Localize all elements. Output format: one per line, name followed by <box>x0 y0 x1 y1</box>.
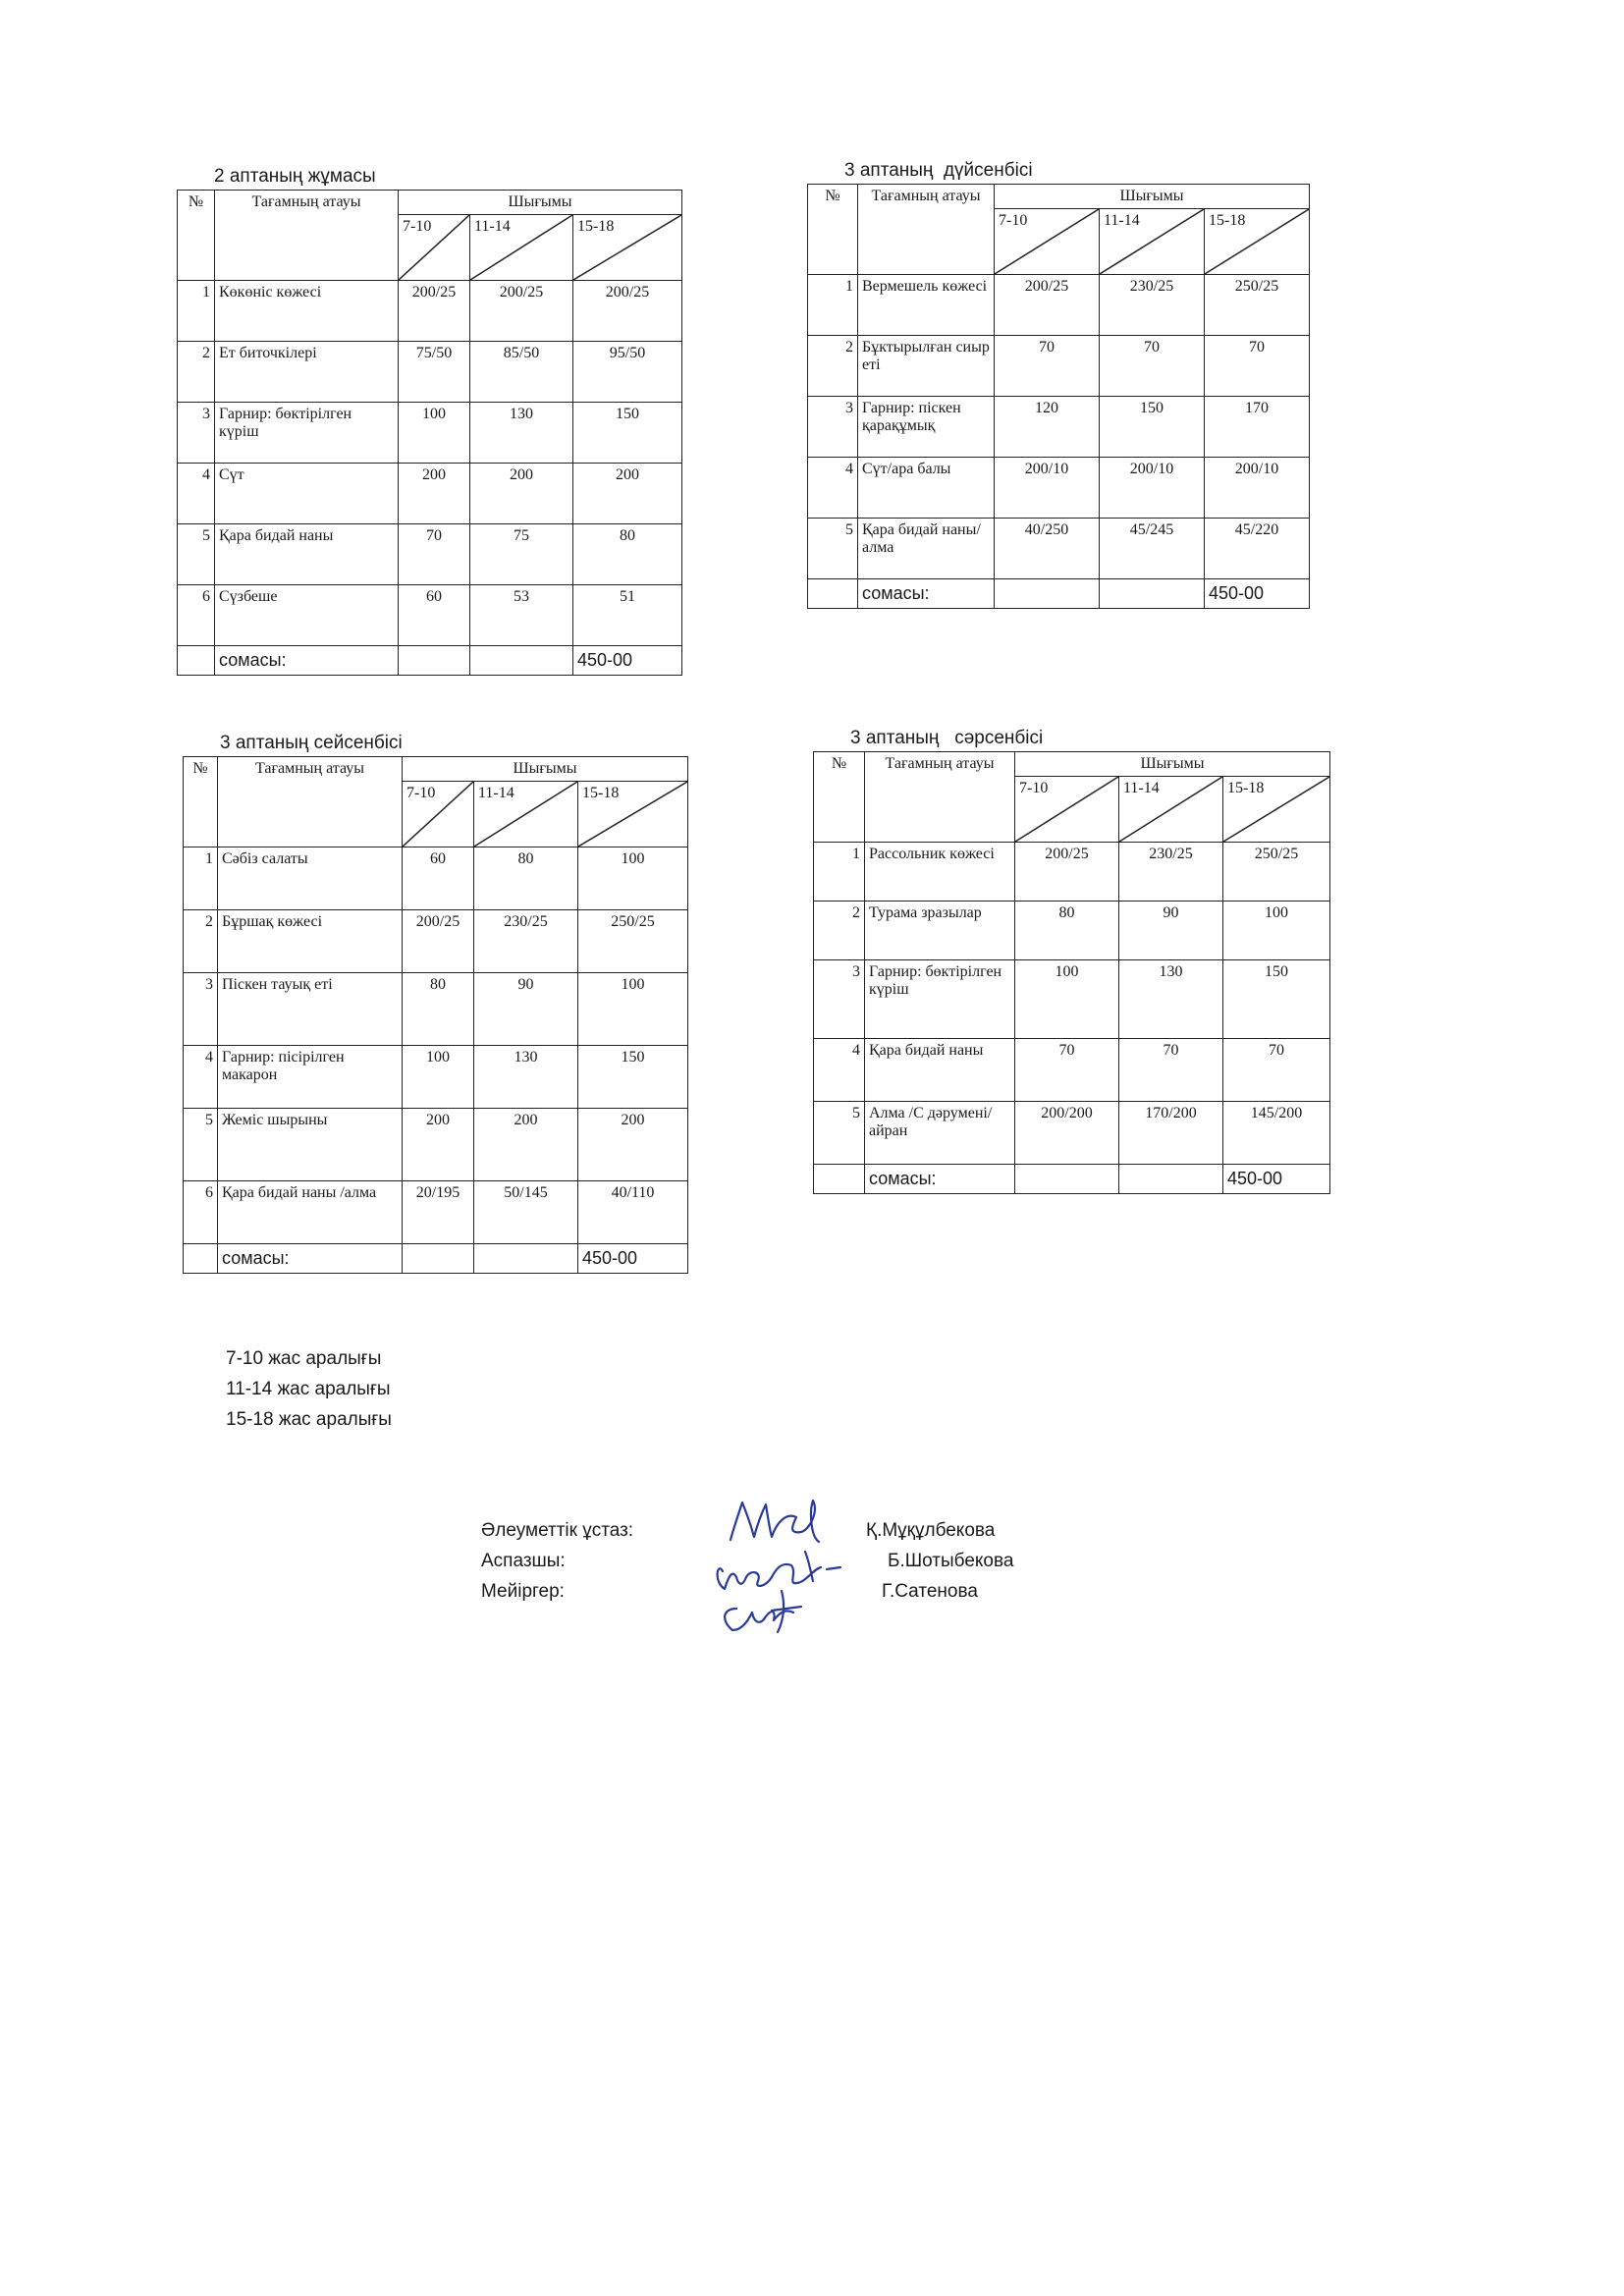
column-header-yield: Шығымы <box>1015 752 1330 777</box>
column-header-age <box>995 209 1100 275</box>
yield-value: 150 <box>1223 960 1330 1039</box>
yield-value: 85/50 <box>470 342 573 403</box>
age-legend <box>226 1343 392 1435</box>
menu-block-3 <box>813 728 1330 1194</box>
age-group-label: 7-10 <box>999 212 1028 229</box>
menu-block-1 <box>807 160 1310 609</box>
yield-value: 250/25 <box>578 910 688 973</box>
row-number: 6 <box>178 585 215 646</box>
row-number: 2 <box>814 902 865 960</box>
yield-value: 250/25 <box>1223 843 1330 902</box>
total-row <box>808 579 1310 609</box>
yield-value: 200 <box>399 464 470 524</box>
yield-value: 75 <box>470 524 573 585</box>
column-header-age <box>1119 777 1223 843</box>
dish-name: Бұктырылған сиыр еті <box>858 336 995 397</box>
yield-value: 100 <box>578 847 688 910</box>
yield-value: 150 <box>578 1046 688 1109</box>
yield-value: 45/245 <box>1100 519 1205 579</box>
total-value: 450-00 <box>1223 1165 1330 1194</box>
diagonal-divider <box>1119 777 1222 842</box>
yield-value: 80 <box>1015 902 1119 960</box>
dish-name: Алма /С дәрумені/айран <box>865 1102 1015 1165</box>
diagonal-divider <box>403 782 473 847</box>
age-group-label: 15-18 <box>582 785 620 801</box>
yield-value: 40/110 <box>578 1181 688 1244</box>
yield-value: 170 <box>1205 397 1310 458</box>
table-row <box>178 464 682 524</box>
row-number: 5 <box>814 1102 865 1165</box>
yield-value: 200/25 <box>470 281 573 342</box>
table-row <box>814 960 1330 1039</box>
yield-value: 100 <box>399 403 470 464</box>
table-row <box>808 397 1310 458</box>
row-number: 2 <box>184 910 218 973</box>
table-row <box>178 281 682 342</box>
row-number: 4 <box>808 458 858 519</box>
row-number: 4 <box>814 1039 865 1102</box>
table-row <box>814 1102 1330 1165</box>
column-header-age <box>474 782 578 847</box>
yield-value: 70 <box>1119 1039 1223 1102</box>
table-row <box>808 275 1310 336</box>
table-header-row <box>178 191 682 215</box>
row-number: 3 <box>808 397 858 458</box>
yield-value: 100 <box>1015 960 1119 1039</box>
diagonal-divider <box>474 782 577 847</box>
diagonal-divider <box>578 782 687 847</box>
yield-value: 170/200 <box>1119 1102 1223 1165</box>
yield-value: 80 <box>403 973 474 1046</box>
table-row <box>814 843 1330 902</box>
dish-name: Вермешель көжесі <box>858 275 995 336</box>
total-value: 450-00 <box>573 646 682 676</box>
total-label: сомасы: <box>215 646 399 676</box>
empty-cell <box>1119 1165 1223 1194</box>
yield-value: 130 <box>1119 960 1223 1039</box>
staff-name: Г.Сатенова <box>882 1581 978 1602</box>
menu-day-title: 3 аптаның дүйсенбісі <box>844 160 1033 181</box>
row-number: 4 <box>184 1046 218 1109</box>
dish-name: Көкөніс көжесі <box>215 281 399 342</box>
column-header-age <box>403 782 474 847</box>
column-header-number: № <box>814 752 865 843</box>
yield-value: 150 <box>573 403 682 464</box>
total-label: сомасы: <box>218 1244 403 1274</box>
column-header-yield: Шығымы <box>995 185 1310 209</box>
age-group-label: 11-14 <box>1104 212 1140 229</box>
menu-block-2 <box>183 733 688 1274</box>
menu-table <box>177 190 682 676</box>
legend-item: 15-18 жас аралығы <box>226 1409 392 1430</box>
yield-value: 70 <box>1100 336 1205 397</box>
row-number: 5 <box>178 524 215 585</box>
diagonal-divider <box>1223 777 1329 842</box>
empty-cell <box>474 1244 578 1274</box>
yield-value: 120 <box>995 397 1100 458</box>
yield-value: 200 <box>470 464 573 524</box>
dish-name: Қара бидай наны/алма <box>858 519 995 579</box>
yield-value: 150 <box>1100 397 1205 458</box>
staff-role: Мейіргер: <box>481 1581 565 1602</box>
table-row <box>808 519 1310 579</box>
dish-name: Сәбіз салаты <box>218 847 403 910</box>
total-row <box>178 646 682 676</box>
yield-value: 100 <box>403 1046 474 1109</box>
empty-cell <box>995 579 1100 609</box>
dish-name: Турама зразылар <box>865 902 1015 960</box>
total-row <box>184 1244 688 1274</box>
diagonal-divider <box>1015 777 1118 842</box>
table-row <box>178 585 682 646</box>
diagonal-divider <box>995 209 1099 274</box>
table-header-row <box>184 757 688 782</box>
age-group-label: 15-18 <box>577 218 615 235</box>
column-header-age <box>1100 209 1205 275</box>
yield-value: 40/250 <box>995 519 1100 579</box>
empty-cell <box>403 1244 474 1274</box>
menu-day-title: 3 аптаның сейсенбісі <box>220 733 403 753</box>
dish-name: Рассольник көжесі <box>865 843 1015 902</box>
column-header-age <box>573 215 682 281</box>
column-header-yield: Шығымы <box>399 191 682 215</box>
table-row <box>814 902 1330 960</box>
row-number: 2 <box>178 342 215 403</box>
dish-name: Гарнир: піскен қарақұмық <box>858 397 995 458</box>
legend-item: 7-10 жас аралығы <box>226 1348 382 1369</box>
dish-name: Гарнир: пісірілген макарон <box>218 1046 403 1109</box>
dish-name: Бұршақ көжесі <box>218 910 403 973</box>
empty-cell <box>178 646 215 676</box>
column-header-age <box>470 215 573 281</box>
column-header-number: № <box>184 757 218 847</box>
handwritten-signatures <box>703 1483 880 1650</box>
yield-value: 130 <box>470 403 573 464</box>
yield-value: 53 <box>470 585 573 646</box>
row-number: 3 <box>184 973 218 1046</box>
legend-item: 11-14 жас аралығы <box>226 1379 391 1399</box>
table-row <box>184 1109 688 1181</box>
total-row <box>814 1165 1330 1194</box>
dish-name: Қара бидай наны /алма <box>218 1181 403 1244</box>
row-number: 5 <box>808 519 858 579</box>
diagonal-divider <box>470 215 572 280</box>
column-header-number: № <box>808 185 858 275</box>
dish-name: Жеміс шырыны <box>218 1109 403 1181</box>
row-number: 6 <box>184 1181 218 1244</box>
dish-name: Гарнир: бөктірілген күріш <box>865 960 1015 1039</box>
staff-name: Б.Шотыбекова <box>888 1551 1014 1571</box>
yield-value: 70 <box>399 524 470 585</box>
menu-table <box>807 184 1310 609</box>
total-label: сомасы: <box>865 1165 1015 1194</box>
yield-value: 70 <box>1205 336 1310 397</box>
diagonal-divider <box>1205 209 1309 274</box>
yield-value: 100 <box>1223 902 1330 960</box>
yield-value: 80 <box>573 524 682 585</box>
empty-cell <box>399 646 470 676</box>
dish-name: Гарнир: бөктірілген күріш <box>215 403 399 464</box>
column-header-age <box>1223 777 1330 843</box>
yield-value: 75/50 <box>399 342 470 403</box>
total-value: 450-00 <box>578 1244 688 1274</box>
yield-value: 60 <box>399 585 470 646</box>
yield-value: 200/25 <box>399 281 470 342</box>
table-row <box>184 1046 688 1109</box>
yield-value: 70 <box>1223 1039 1330 1102</box>
dish-name: Сүт/ара балы <box>858 458 995 519</box>
age-group-label: 15-18 <box>1227 780 1265 796</box>
column-header-dish: Тағамның атауы <box>865 752 1015 843</box>
dish-name: Қара бидай наны <box>865 1039 1015 1102</box>
table-header-row <box>814 752 1330 777</box>
column-header-yield: Шығымы <box>403 757 688 782</box>
yield-value: 90 <box>474 973 578 1046</box>
age-group-label: 11-14 <box>478 785 514 801</box>
yield-value: 90 <box>1119 902 1223 960</box>
menu-block-0 <box>177 166 682 676</box>
table-row <box>178 524 682 585</box>
column-header-age <box>1205 209 1310 275</box>
table-row <box>184 973 688 1046</box>
total-value: 450-00 <box>1205 579 1310 609</box>
age-group-label: 7-10 <box>406 785 436 801</box>
yield-value: 100 <box>578 973 688 1046</box>
staff-role: Әлеуметтік ұстаз: <box>481 1520 634 1541</box>
row-number: 3 <box>814 960 865 1039</box>
table-row <box>184 910 688 973</box>
yield-value: 70 <box>995 336 1100 397</box>
yield-value: 200/10 <box>995 458 1100 519</box>
yield-value: 250/25 <box>1205 275 1310 336</box>
table-row <box>184 847 688 910</box>
yield-value: 20/195 <box>403 1181 474 1244</box>
yield-value: 200/200 <box>1015 1102 1119 1165</box>
yield-value: 230/25 <box>474 910 578 973</box>
column-header-dish: Тағамның атауы <box>218 757 403 847</box>
yield-value: 200/10 <box>1100 458 1205 519</box>
empty-cell <box>814 1165 865 1194</box>
age-group-label: 11-14 <box>474 218 511 235</box>
dish-name: Сүт <box>215 464 399 524</box>
empty-cell <box>470 646 573 676</box>
table-row <box>808 458 1310 519</box>
diagonal-divider <box>573 215 681 280</box>
empty-cell <box>808 579 858 609</box>
yield-value: 80 <box>474 847 578 910</box>
yield-value: 60 <box>403 847 474 910</box>
yield-value: 230/25 <box>1100 275 1205 336</box>
table-row <box>178 342 682 403</box>
age-group-label: 7-10 <box>1019 780 1049 796</box>
row-number: 1 <box>178 281 215 342</box>
total-label: сомасы: <box>858 579 995 609</box>
empty-cell <box>184 1244 218 1274</box>
yield-value: 145/200 <box>1223 1102 1330 1165</box>
age-group-label: 7-10 <box>403 218 432 235</box>
table-row <box>814 1039 1330 1102</box>
staff-name: Қ.Мұқұлбекова <box>866 1520 996 1541</box>
yield-value: 200/25 <box>573 281 682 342</box>
row-number: 2 <box>808 336 858 397</box>
yield-value: 130 <box>474 1046 578 1109</box>
table-header-row <box>808 185 1310 209</box>
menu-day-title: 3 аптаның сәрсенбісі <box>850 728 1044 748</box>
menu-day-title: 2 аптаның жұмасы <box>214 166 376 187</box>
row-number: 1 <box>184 847 218 910</box>
column-header-age <box>578 782 688 847</box>
column-header-dish: Тағамның атауы <box>858 185 995 275</box>
table-row <box>178 403 682 464</box>
yield-value: 200/25 <box>1015 843 1119 902</box>
empty-cell <box>1100 579 1205 609</box>
diagonal-divider <box>1100 209 1204 274</box>
staff-role: Аспазшы: <box>481 1551 566 1571</box>
dish-name: Сүзбеше <box>215 585 399 646</box>
yield-value: 200/25 <box>403 910 474 973</box>
age-group-label: 15-18 <box>1209 212 1246 229</box>
menu-table <box>813 751 1330 1194</box>
yield-value: 200 <box>474 1109 578 1181</box>
column-header-age <box>399 215 470 281</box>
column-header-number: № <box>178 191 215 281</box>
row-number: 3 <box>178 403 215 464</box>
row-number: 5 <box>184 1109 218 1181</box>
age-group-label: 11-14 <box>1123 780 1160 796</box>
dish-name: Піскен тауық еті <box>218 973 403 1046</box>
menu-table <box>183 756 688 1274</box>
yield-value: 200/25 <box>995 275 1100 336</box>
yield-value: 200 <box>578 1109 688 1181</box>
table-row <box>184 1181 688 1244</box>
diagonal-divider <box>399 215 469 280</box>
yield-value: 50/145 <box>474 1181 578 1244</box>
row-number: 4 <box>178 464 215 524</box>
yield-value: 70 <box>1015 1039 1119 1102</box>
yield-value: 200 <box>573 464 682 524</box>
row-number: 1 <box>814 843 865 902</box>
yield-value: 200/10 <box>1205 458 1310 519</box>
dish-name: Қара бидай наны <box>215 524 399 585</box>
row-number: 1 <box>808 275 858 336</box>
column-header-dish: Тағамның атауы <box>215 191 399 281</box>
yield-value: 200 <box>403 1109 474 1181</box>
yield-value: 51 <box>573 585 682 646</box>
empty-cell <box>1015 1165 1119 1194</box>
yield-value: 95/50 <box>573 342 682 403</box>
dish-name: Ет биточкілері <box>215 342 399 403</box>
column-header-age <box>1015 777 1119 843</box>
table-row <box>808 336 1310 397</box>
yield-value: 230/25 <box>1119 843 1223 902</box>
yield-value: 45/220 <box>1205 519 1310 579</box>
